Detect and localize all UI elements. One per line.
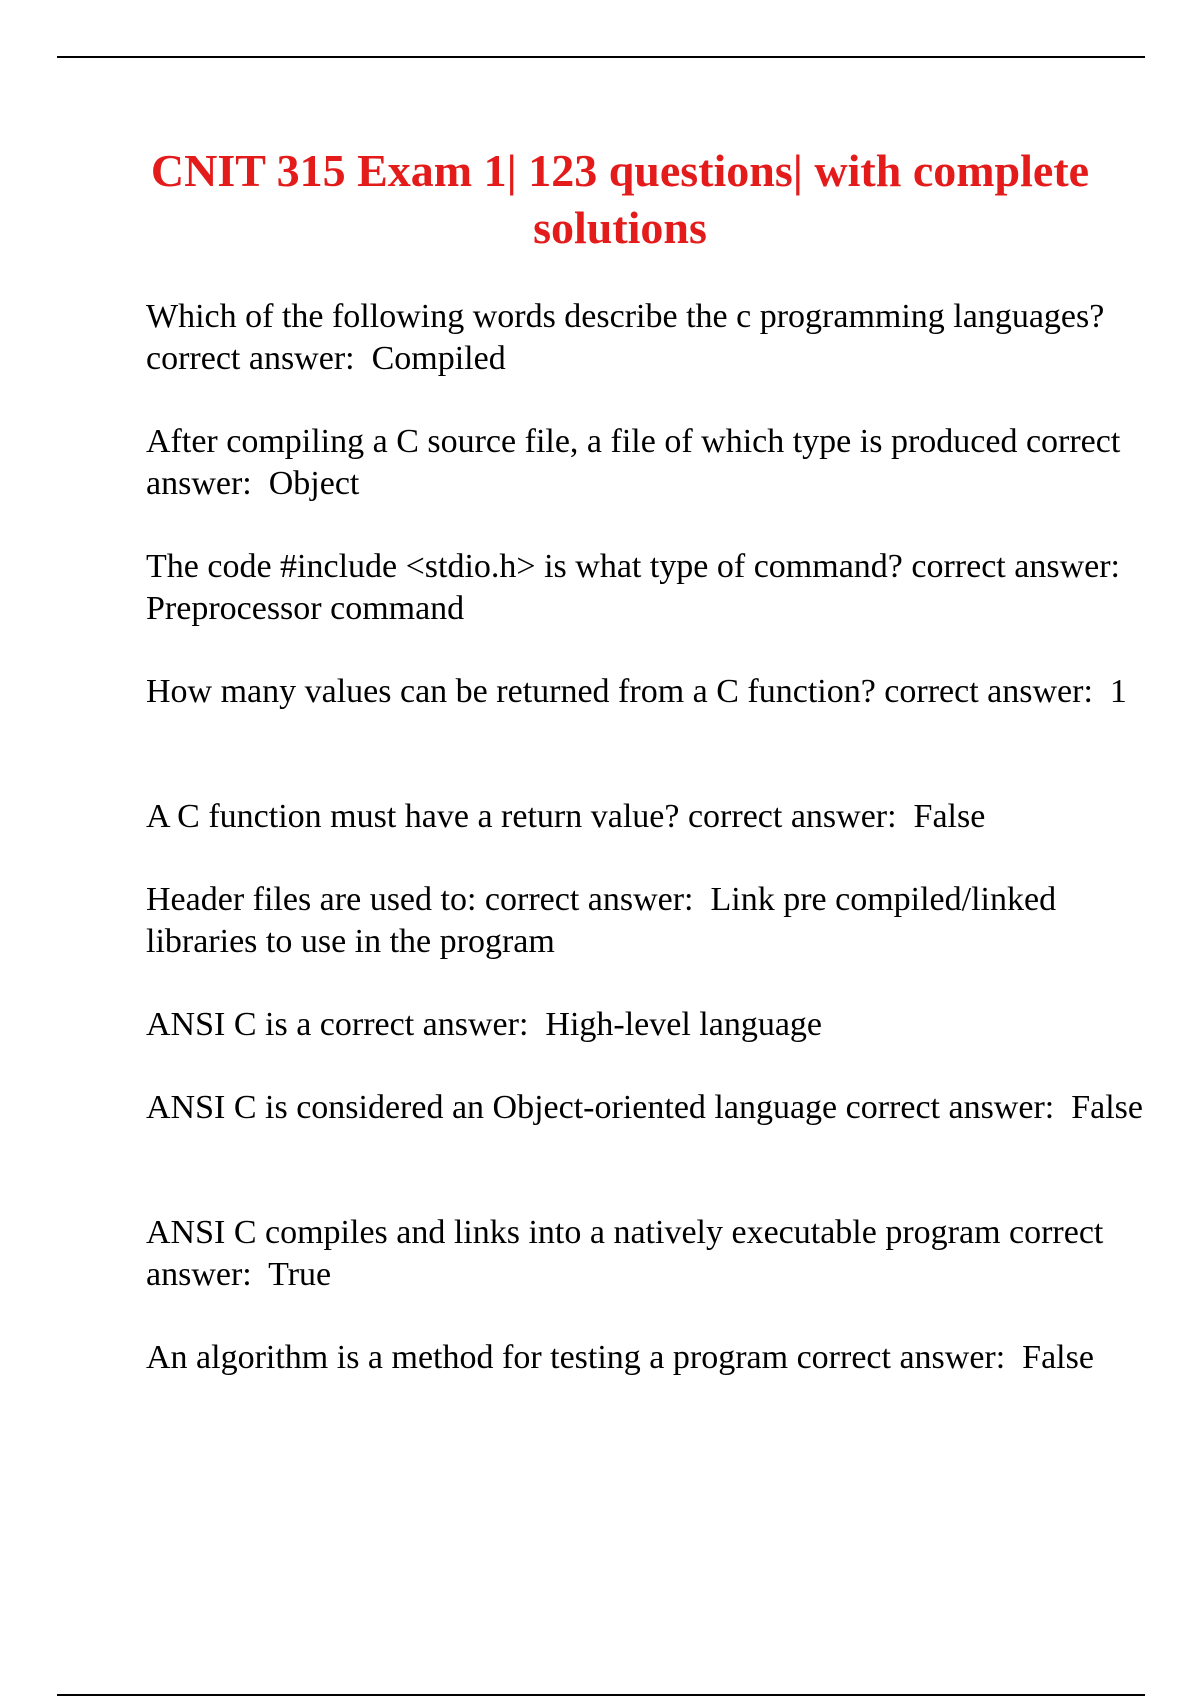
bottom-rule <box>57 1694 1145 1696</box>
qa-item: ANSI C is a correct answer: High-level language <box>146 1006 822 1043</box>
top-rule <box>57 56 1145 58</box>
document-title: CNIT 315 Exam 1| 123 questions| with complete solutions <box>150 145 1090 253</box>
qa-item: ANSI C is considered an Object-oriented language correct answer: False <box>146 1089 1143 1126</box>
question-list <box>146 296 1146 1462</box>
qa-item: A C function must have a return value? correct answer: False <box>146 798 986 835</box>
qa-item: How many values can be returned from a C function? correct answer: 1 <box>146 673 1127 710</box>
qa-item: Which of the following words describe the c programming languages? correct answer: Compiled <box>146 298 1113 377</box>
qa-item: Header files are used to: correct answer: Link pre compiled/linked libraries to use in the program <box>146 881 1065 960</box>
qa-item: After compiling a C source file, a file of which type is produced correct answer: Object <box>146 423 1129 502</box>
qa-item: An algorithm is a method for testing a program correct answer: False <box>146 1339 1094 1376</box>
qa-item: The code #include <stdio.h> is what type of command? correct answer: Preprocessor command <box>146 548 1137 627</box>
qa-item: ANSI C compiles and links into a natively executable program correct answer: True <box>146 1214 1112 1293</box>
